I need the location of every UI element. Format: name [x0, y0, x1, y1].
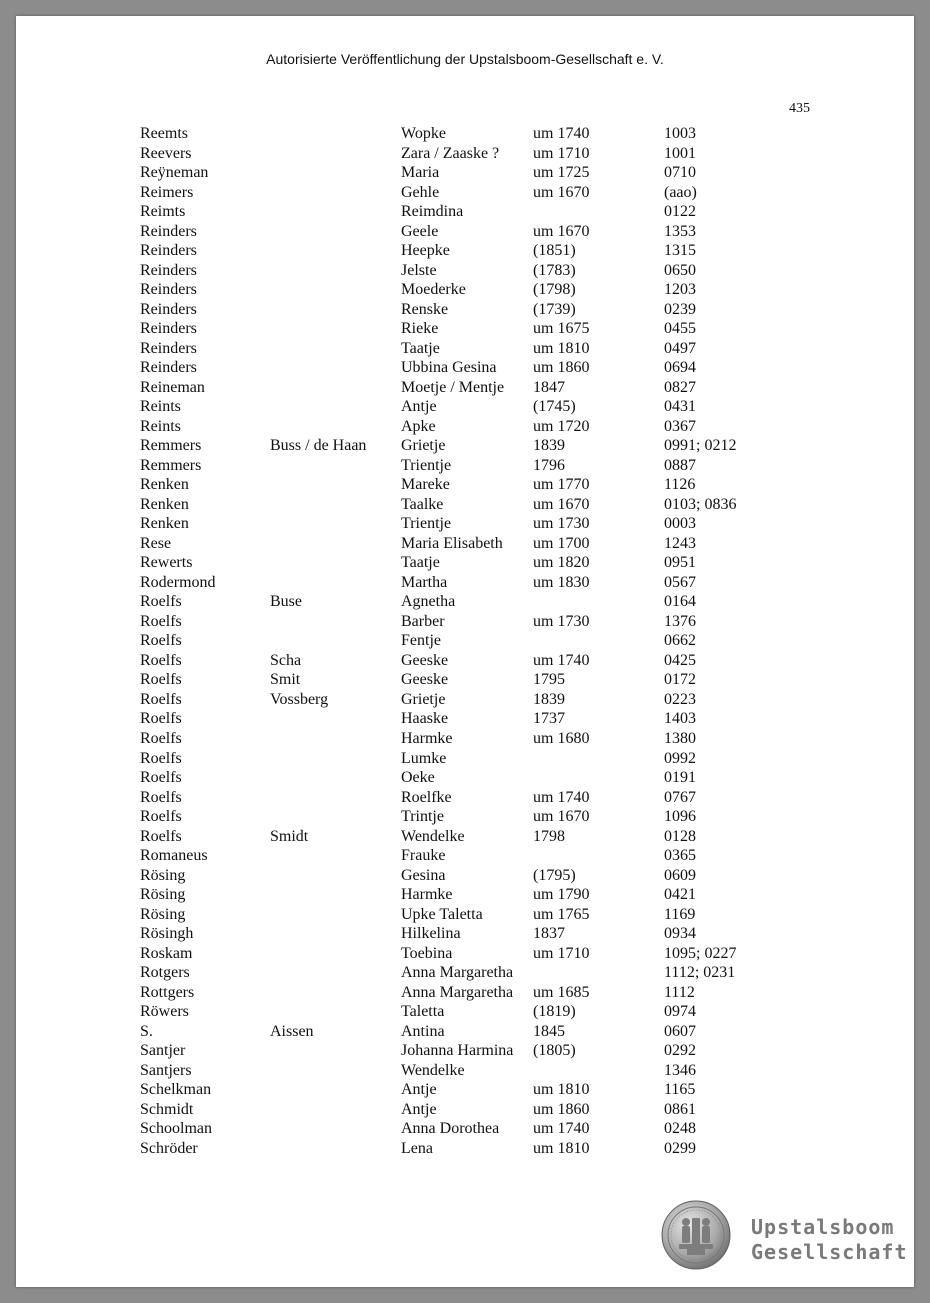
table-row [0, 924, 930, 944]
surname-cell: Reineman [140, 378, 205, 396]
date-cell: um 1710 [533, 144, 590, 162]
society-logo-text [751, 1215, 908, 1265]
date-cell: um 1710 [533, 944, 590, 962]
alias-cell: Scha [270, 651, 302, 669]
reference-cell: 0239 [664, 300, 696, 318]
alias-cell: Vossberg [270, 690, 329, 708]
reference-cell: 1346 [664, 1061, 696, 1079]
surname-cell: Rewerts [140, 554, 193, 572]
table-row [0, 1041, 930, 1061]
given-name-cell: Maria Elisabeth [401, 534, 503, 552]
date-cell: um 1830 [533, 573, 590, 591]
table-row [0, 144, 930, 164]
reference-cell: 0607 [664, 1022, 696, 1040]
reference-cell: 1353 [664, 222, 696, 240]
reference-cell: 0991; 0212 [664, 437, 737, 455]
reference-cell: 0172 [664, 671, 696, 689]
reference-cell: 0609 [664, 866, 696, 884]
reference-cell: 0164 [664, 593, 696, 611]
date-cell: um 1740 [533, 788, 590, 806]
table-row [0, 534, 930, 554]
surname-cell: Roelfs [140, 593, 182, 611]
given-name-cell: Antje [401, 1081, 437, 1099]
reference-cell: 1112 [664, 983, 695, 1001]
given-name-cell: Johanna Harmina [401, 1042, 514, 1060]
surname-cell: Roelfs [140, 690, 182, 708]
table-row [0, 709, 930, 729]
surname-cell: Reÿneman [140, 164, 209, 182]
given-name-cell: Agnetha [401, 593, 456, 611]
given-name-cell: Reimdina [401, 203, 464, 221]
given-name-cell: Moetje / Mentje [401, 378, 505, 396]
table-row [0, 183, 930, 203]
given-name-cell: Geeske [401, 671, 449, 689]
reference-cell: 0974 [664, 1003, 696, 1021]
table-row [0, 319, 930, 339]
date-cell: um 1740 [533, 651, 590, 669]
table-row [0, 827, 930, 847]
surname-cell: Renken [140, 495, 189, 513]
surname-cell: Reints [140, 398, 181, 416]
given-name-cell: Zara / Zaaske ? [401, 144, 500, 162]
date-cell: um 1740 [533, 1120, 590, 1138]
surname-cell: Rottgers [140, 983, 195, 1001]
table-row [0, 905, 930, 925]
date-cell: 1795 [533, 671, 565, 689]
table-row [0, 495, 930, 515]
date-cell: 1845 [533, 1022, 565, 1040]
date-cell: um 1790 [533, 886, 590, 904]
surname-cell: Roelfs [140, 729, 182, 747]
date-cell: um 1770 [533, 476, 590, 494]
surname-cell: Roelfs [140, 612, 182, 630]
reference-cell: 0887 [664, 456, 696, 474]
reference-cell: 0951 [664, 554, 696, 572]
given-name-cell: Anna Margaretha [401, 983, 514, 1001]
alias-cell: Smit [270, 671, 301, 689]
surname-cell: Roskam [140, 944, 193, 962]
given-name-cell: Gesina [401, 866, 446, 884]
date-cell: 1737 [533, 710, 565, 728]
table-row [0, 241, 930, 261]
table-row [0, 1119, 930, 1139]
logo-line-2: Gesellschaft [751, 1240, 908, 1264]
surname-cell: Santjers [140, 1061, 192, 1079]
surname-cell: Santjer [140, 1042, 186, 1060]
table-row [0, 475, 930, 495]
table-row [0, 514, 930, 534]
date-cell: (1819) [533, 1003, 576, 1021]
surname-cell: Schoolman [140, 1120, 212, 1138]
date-cell: um 1765 [533, 905, 590, 923]
date-cell: 1839 [533, 690, 565, 708]
table-row [0, 749, 930, 769]
table-row [0, 1061, 930, 1081]
date-cell: um 1820 [533, 554, 590, 572]
table-row [0, 729, 930, 749]
reference-cell: 0223 [664, 690, 696, 708]
given-name-cell: Taatje [401, 554, 440, 572]
given-name-cell: Antina [401, 1022, 445, 1040]
reference-cell: 0425 [664, 651, 696, 669]
table-row [0, 397, 930, 417]
table-row [0, 339, 930, 359]
given-name-cell: Trientje [401, 515, 452, 533]
table-row [0, 651, 930, 671]
given-name-cell: Wopke [401, 125, 446, 142]
reference-cell: 0365 [664, 847, 696, 865]
surname-cell: Reemts [140, 125, 188, 142]
reference-cell: 1165 [664, 1081, 696, 1099]
reference-cell: 1243 [664, 534, 696, 552]
given-name-cell: Trientje [401, 456, 452, 474]
date-cell: um 1670 [533, 222, 590, 240]
surname-cell: Roelfs [140, 769, 182, 787]
table-row [0, 202, 930, 222]
page-header: Autorisierte Veröffentlichung der Upstalsboom-Gesellschaft e. V. [266, 51, 664, 67]
surname-cell: Schelkman [140, 1081, 212, 1099]
surname-cell: Roelfs [140, 749, 182, 767]
given-name-cell: Martha [401, 573, 448, 591]
given-name-cell: Lena [401, 1139, 433, 1157]
given-name-cell: Antje [401, 1100, 437, 1118]
date-cell: um 1670 [533, 808, 590, 826]
given-name-cell: Ubbina Gesina [401, 359, 497, 377]
table-row [0, 573, 930, 593]
given-name-cell: Fentje [401, 632, 441, 650]
given-name-cell: Taatje [401, 339, 440, 357]
table-row [0, 866, 930, 886]
reference-cell: 1403 [664, 710, 696, 728]
reference-cell: 0710 [664, 164, 696, 182]
given-name-cell: Oeke [401, 769, 435, 787]
reference-cell: 0694 [664, 359, 696, 377]
date-cell: (1783) [533, 261, 576, 279]
table-row [0, 124, 930, 144]
given-name-cell: Haaske [401, 710, 449, 728]
table-row [0, 1022, 930, 1042]
given-name-cell: Trintje [401, 808, 444, 826]
alias-cell: Aissen [270, 1022, 314, 1040]
surname-cell: Rodermond [140, 573, 216, 591]
given-name-cell: Upke Taletta [401, 905, 483, 923]
date-cell: (1851) [533, 242, 576, 260]
surname-cell: Rösing [140, 886, 186, 904]
given-name-cell: Roelfke [401, 788, 452, 806]
given-name-cell: Taalke [401, 495, 444, 513]
date-cell: 1837 [533, 925, 565, 943]
reference-cell: 0992 [664, 749, 696, 767]
reference-cell: (aao) [664, 183, 697, 201]
table-row [0, 1100, 930, 1120]
date-cell: (1739) [533, 300, 576, 318]
table-row [0, 768, 930, 788]
given-name-cell: Apke [401, 417, 436, 435]
date-cell: um 1725 [533, 164, 590, 182]
table-row [0, 417, 930, 437]
given-name-cell: Frauke [401, 847, 446, 865]
date-cell: um 1670 [533, 183, 590, 201]
date-cell: um 1700 [533, 534, 590, 552]
date-cell: 1847 [533, 378, 565, 396]
reference-cell: 1126 [664, 476, 696, 494]
surname-cell: Reimts [140, 203, 186, 221]
reference-cell: 0455 [664, 320, 696, 338]
surname-cell: Reinders [140, 320, 197, 338]
surname-cell: Rösing [140, 866, 186, 884]
date-cell: um 1810 [533, 1081, 590, 1099]
given-name-cell: Harmke [401, 729, 453, 747]
given-name-cell: Heepke [401, 242, 450, 260]
reference-cell: 1376 [664, 612, 696, 630]
table-row [0, 788, 930, 808]
surname-cell: Romaneus [140, 847, 208, 865]
surname-cell: Reinders [140, 242, 197, 260]
table-row [0, 944, 930, 964]
alias-cell: Buss / de Haan [270, 437, 367, 455]
date-cell: um 1740 [533, 125, 590, 142]
reference-cell: 0431 [664, 398, 696, 416]
surname-cell: Roelfs [140, 632, 182, 650]
reference-cell: 0367 [664, 417, 696, 435]
reference-cell: 0128 [664, 827, 696, 845]
surname-cell: Reevers [140, 144, 192, 162]
surname-cell: Reinders [140, 222, 197, 240]
given-name-cell: Renske [401, 300, 449, 318]
surname-cell: Roelfs [140, 808, 182, 826]
reference-cell: 1203 [664, 281, 696, 299]
surname-cell: Schröder [140, 1139, 198, 1157]
reference-cell: 0662 [664, 632, 696, 650]
reference-cell: 0861 [664, 1100, 696, 1118]
reference-cell: 0122 [664, 203, 696, 221]
table-row [0, 1002, 930, 1022]
date-cell: um 1860 [533, 359, 590, 377]
reference-cell: 0292 [664, 1042, 696, 1060]
given-name-cell: Taletta [401, 1003, 445, 1021]
reference-cell: 1001 [664, 144, 696, 162]
date-cell: um 1810 [533, 1139, 590, 1157]
surname-cell: Reinders [140, 359, 197, 377]
date-cell: 1839 [533, 437, 565, 455]
table-row [0, 631, 930, 651]
surname-cell: Remmers [140, 437, 202, 455]
surname-cell: Reinders [140, 300, 197, 318]
seal-icon [661, 1200, 731, 1270]
table-row [0, 358, 930, 378]
reference-cell: 1112; 0231 [664, 964, 736, 982]
reference-cell: 0003 [664, 515, 696, 533]
surname-cell: Rösing [140, 905, 186, 923]
given-name-cell: Hilkelina [401, 925, 461, 943]
surname-cell: Roelfs [140, 827, 182, 845]
surname-cell: Rösingh [140, 925, 194, 943]
surname-cell: Reinders [140, 281, 197, 299]
reference-cell: 0103; 0836 [664, 495, 737, 513]
reference-cell: 0248 [664, 1120, 696, 1138]
date-cell: um 1730 [533, 612, 590, 630]
surname-cell: Reimers [140, 183, 194, 201]
surname-cell: Roelfs [140, 710, 182, 728]
alias-cell: Smidt [270, 827, 309, 845]
surname-cell: S. [140, 1022, 153, 1040]
given-name-cell: Lumke [401, 749, 447, 767]
surname-cell: Reinders [140, 261, 197, 279]
reference-cell: 0934 [664, 925, 696, 943]
given-name-cell: Geele [401, 222, 439, 240]
table-row [0, 807, 930, 827]
given-name-cell: Antje [401, 398, 437, 416]
table-row [0, 592, 930, 612]
reference-cell: 1003 [664, 125, 696, 142]
given-name-cell: Moederke [401, 281, 466, 299]
given-name-cell: Toebina [401, 944, 453, 962]
surname-cell: Roelfs [140, 651, 182, 669]
page-number: 435 [789, 101, 810, 116]
reference-cell: 0767 [664, 788, 696, 806]
date-cell: (1795) [533, 866, 576, 884]
surname-cell: Roelfs [140, 671, 182, 689]
date-cell: um 1670 [533, 495, 590, 513]
table-row [0, 983, 930, 1003]
surname-cell: Renken [140, 476, 189, 494]
alias-cell: Buse [270, 593, 302, 611]
reference-cell: 1095; 0227 [664, 944, 737, 962]
table-row [0, 846, 930, 866]
date-cell: (1745) [533, 398, 576, 416]
reference-cell: 1169 [664, 905, 696, 923]
reference-cell: 0650 [664, 261, 696, 279]
reference-cell: 0497 [664, 339, 696, 357]
date-cell: um 1685 [533, 983, 590, 1001]
surname-cell: Rotgers [140, 964, 190, 982]
date-cell: (1805) [533, 1042, 576, 1060]
reference-cell: 1096 [664, 808, 696, 826]
surname-cell: Remmers [140, 456, 202, 474]
given-name-cell: Barber [401, 612, 445, 630]
date-cell: 1796 [533, 456, 565, 474]
surname-cell: Röwers [140, 1003, 189, 1021]
reference-cell: 0421 [664, 886, 696, 904]
table-row [0, 456, 930, 476]
given-name-cell: Harmke [401, 886, 453, 904]
date-cell: um 1720 [533, 417, 590, 435]
reference-cell: 1380 [664, 729, 696, 747]
date-cell: 1798 [533, 827, 565, 845]
given-name-cell: Geeske [401, 651, 449, 669]
given-name-cell: Grietje [401, 437, 446, 455]
given-name-cell: Rieke [401, 320, 439, 338]
table-row [0, 612, 930, 632]
given-name-cell: Jelste [401, 261, 437, 279]
logo-line-1: Upstalsboom [751, 1215, 895, 1239]
reference-cell: 0827 [664, 378, 696, 396]
table-row [0, 885, 930, 905]
surname-cell: Reinders [140, 339, 197, 357]
table-row [0, 436, 930, 456]
given-name-cell: Grietje [401, 690, 446, 708]
table-row [0, 222, 930, 242]
date-cell: um 1680 [533, 729, 590, 747]
date-cell: um 1810 [533, 339, 590, 357]
surname-cell: Rese [140, 534, 172, 552]
table-row [0, 261, 930, 281]
surname-cell: Reints [140, 417, 181, 435]
given-name-cell: Maria [401, 164, 440, 182]
date-cell: um 1675 [533, 320, 590, 338]
given-name-cell: Gehle [401, 183, 440, 201]
given-name-cell: Anna Margaretha [401, 964, 514, 982]
given-name-cell: Anna Dorothea [401, 1120, 500, 1138]
surname-cell: Renken [140, 515, 189, 533]
table-row [0, 378, 930, 398]
table-row [0, 1080, 930, 1100]
table-row [0, 963, 930, 983]
table-row [0, 280, 930, 300]
given-name-cell: Wendelke [401, 1061, 465, 1079]
table-row [0, 670, 930, 690]
reference-cell: 1315 [664, 242, 696, 260]
date-cell: um 1860 [533, 1100, 590, 1118]
date-cell: um 1730 [533, 515, 590, 533]
table-row [0, 163, 930, 183]
table-row [0, 300, 930, 320]
given-name-cell: Wendelke [401, 827, 465, 845]
table-row [0, 1139, 930, 1159]
surname-cell: Schmidt [140, 1100, 194, 1118]
surname-cell: Roelfs [140, 788, 182, 806]
date-cell: (1798) [533, 281, 576, 299]
reference-cell: 0191 [664, 769, 696, 787]
reference-cell: 0299 [664, 1139, 696, 1157]
register-table [0, 124, 930, 1158]
given-name-cell: Mareke [401, 476, 450, 494]
table-row [0, 690, 930, 710]
table-row [0, 553, 930, 573]
reference-cell: 0567 [664, 573, 696, 591]
